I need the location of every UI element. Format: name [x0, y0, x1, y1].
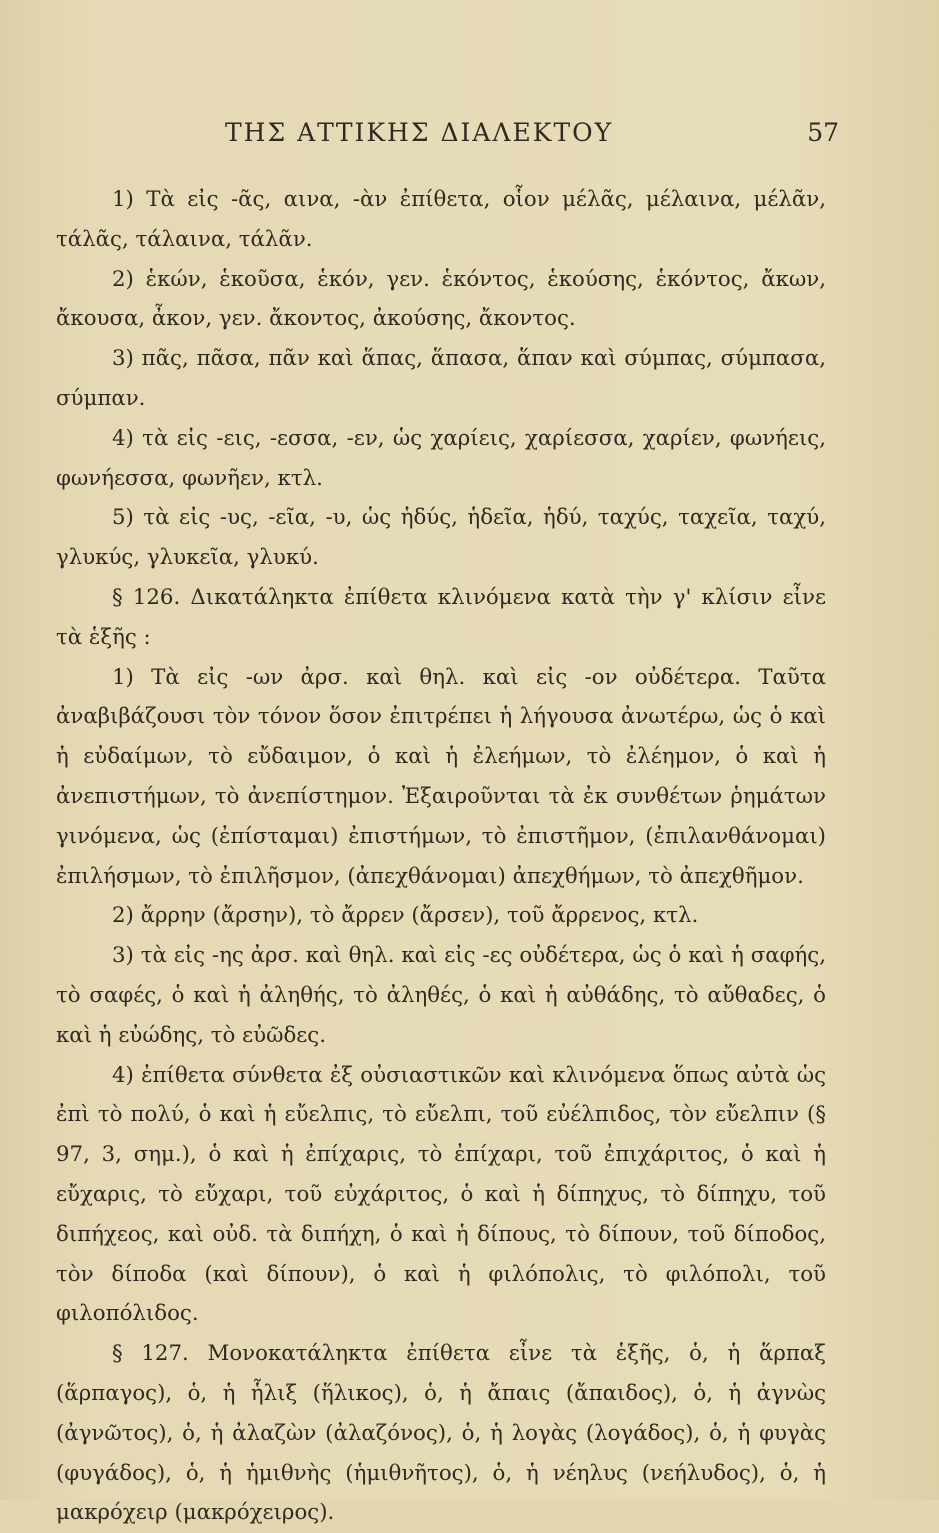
paragraph: 1) Τὰ εἰς -ων ἀρσ. καὶ θηλ. καὶ εἰς -ον οὐδέτερα. Ταῦτα ἀναβιβάζουσι τὸν τόνον ὅσον ἐπιτρέπει ἡ λήγουσα ἀνωτέρω, ὡς ὁ καὶ ἡ εὐδαίμων, τὸ εὔδαιμον, ὁ καὶ ἡ ἐλεήμων, τὸ ἐλέημον, ὁ καὶ ἡ ἀνεπιστήμων, τὸ ἀνεπίστημον. Ἐξαιροῦνται τὰ ἐκ συνθέτων ῥημάτων γινόμενα, ὡς (ἐπίσταμαι) ἐπιστήμων, τὸ ἐπιστῆμον, (ἐπιλανθάνομαι) ἐπιλήσμων, τὸ ἐπιλῆσμον, (ἀπεχθάνομαι) ἀπεχθήμων, τὸ ἀπεχθῆμον. — [56, 664, 826, 889]
paragraph: 1) Τὰ εἰς -ᾶς, αινα, -ὰν ἐπίθετα, οἷον μέλᾶς, μέλαινα, μέλᾶν, τάλᾶς, τάλαινα, τάλᾶν. — [56, 187, 826, 252]
paragraph: 4) τὰ εἰς -εις, -εσσα, -εν, ὡς χαρίεις, χαρίεσσα, χαρίεν, φωνήεις, φωνήεσσα, φωνῆεν, κτλ. — [56, 425, 826, 491]
paragraph: 4) ἐπίθετα σύνθετα ἐξ οὐσιαστικῶν καὶ κλινόμενα ὅπως αὐτὰ ὡς ἐπὶ τὸ πολύ, ὁ καὶ ἡ εὔελπις, τὸ εὔελπι, τοῦ εὐέλπιδος, τὸν εὔελπιν (§ 97, 3, σημ.), ὁ καὶ ἡ ἐπίχαρις, τὸ ἐπίχαρι, τοῦ ἐπιχάριτος, ὁ καὶ ἡ εὔχαρις, τὸ εὔχαρι, τοῦ εὐχάριτος, ὁ καὶ ἡ δίπηχυς, τὸ δίπηχυ, τοῦ διπήχεος, καὶ οὐδ. τὰ διπήχη, ὁ καὶ ἡ δίπους, τὸ δίπουν, τοῦ δίποδος, τὸν δίποδα (καὶ δίπουν), ὁ καὶ ἡ φιλόπολις, τὸ φιλόπολι, τοῦ φιλοπόλιδος. — [56, 1062, 826, 1327]
paragraph: 2) ἑκών, ἑκοῦσα, ἑκόν, γεν. ἑκόντος, ἑκούσης, ἑκόντος, ἄκων, ἄκουσα, ἆκον, γεν. ἄκοντος, ἀκούσης, ἄκοντος. — [56, 266, 826, 332]
page-number: 57 — [807, 118, 839, 147]
body-text — [56, 180, 826, 1533]
paragraph: 3) τὰ εἰς -ης ἀρσ. καὶ θηλ. καὶ εἰς -ες οὐδέτερα, ὡς ὁ καὶ ἡ σαφής, τὸ σαφές, ὁ καὶ ἡ ἀληθής, τὸ ἀληθές, ὁ καὶ ἡ αὐθάδης, τὸ αὔθαδες, ὁ καὶ ἡ εὐώδης, τὸ εὐῶδες. — [56, 943, 826, 1048]
section-heading-paragraph: § 126. Δικατάληκτα ἐπίθετα κλινόμενα κατὰ τὴν γ' κλίσιν εἶνε τὰ ἑξῆς : — [56, 584, 826, 650]
running-title: ΤΗΣ ΑΤΤΙΚΗΣ ΔΙΑΛΕΚΤΟΥ — [225, 118, 614, 147]
section-heading-paragraph: § 127. Μονοκατάληκτα ἐπίθετα εἶνε τὰ ἑξῆς, ὁ, ἡ ἅρπαξ (ἅρπαγος), ὁ, ἡ ἧλιξ (ἥλικος), ὁ, ἡ ἄπαις (ἄπαιδος), ὁ, ἡ ἀγνὼς (ἀγνῶτος), ὁ, ἡ ἀλαζὼν (ἀλαζόνος), ὁ, ἡ λογὰς (λογάδος), ὁ, ἡ φυγὰς (φυγάδος), ὁ, ἡ ἡμιθνὴς (ἡμιθνῆτος), ὁ, ἡ νέηλυς (νεήλυδος), ὁ, ἡ μακρόχειρ (μακρόχειρος). — [56, 1341, 826, 1526]
paragraph: 5) τὰ εἰς -υς, -εῖα, -υ, ὡς ἡδύς, ἡδεῖα, ἡδύ, ταχύς, ταχεῖα, ταχύ, γλυκύς, γλυκεῖα, γλυκύ. — [56, 505, 826, 571]
page-header — [120, 118, 839, 158]
paragraph: 3) πᾶς, πᾶσα, πᾶν καὶ ἅπας, ἅπασα, ἅπαν καὶ σύμπας, σύμπασα, σύμπαν. — [56, 346, 826, 411]
paragraph: 2) ἄρρην (ἄρσην), τὸ ἄρρεν (ἄρσεν), τοῦ ἄρρενος, κτλ. — [112, 903, 699, 929]
